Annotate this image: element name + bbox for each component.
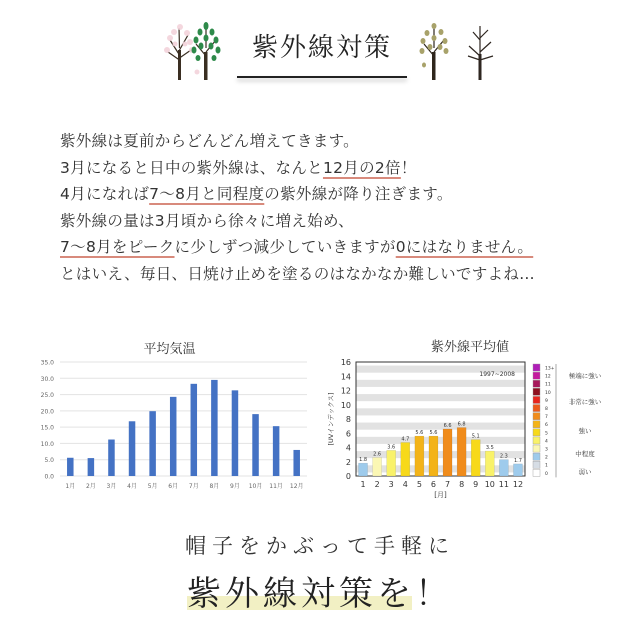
intro-line-2	[60, 155, 620, 182]
legend-level-label: 9	[545, 398, 548, 404]
underlined-emphasis: 12月の2倍	[322, 158, 401, 177]
intro-line-4: 紫外線の量は3月頃から徐々に増え始め、	[60, 211, 354, 230]
intro-text	[60, 128, 620, 287]
legend-swatch	[533, 380, 540, 387]
legend-category-label: 極端に強い	[568, 372, 602, 380]
legend-swatch	[533, 396, 540, 403]
grid-stripe	[356, 394, 525, 401]
legend-category-label: 中程度	[575, 450, 595, 458]
legend-level-label: 8	[545, 407, 548, 412]
intro-text-segment: 3月になると日中の紫外線は、なんと	[60, 158, 323, 177]
temperature-bar	[211, 380, 218, 476]
legend-swatch	[533, 445, 540, 452]
legend-swatch	[533, 469, 540, 476]
temperature-bar	[252, 414, 259, 476]
bar-data-label: 1.7	[513, 457, 522, 464]
x-tick-label: 2月	[85, 483, 96, 490]
page-title-text: 紫外線対策	[251, 33, 392, 63]
y-axis-label: [UVインデックス]	[327, 392, 335, 446]
legend-level-label: 5	[545, 431, 548, 437]
intro-text-segment: の紫外線が降り注ぎます。	[264, 185, 453, 203]
legend-level-label: 12	[545, 374, 551, 380]
legend-swatch	[533, 405, 540, 412]
x-tick-label: 9	[473, 480, 479, 489]
y-tick-label: 10	[340, 400, 351, 410]
x-tick-label: 1月	[65, 483, 76, 490]
legend-level-label: 4	[545, 439, 548, 445]
x-tick-label: 7	[444, 480, 451, 489]
uv-bar	[373, 457, 382, 476]
underlined-emphasis: 0にはなりません。	[395, 238, 534, 256]
grid-stripe	[356, 408, 525, 415]
headline-wrap	[187, 566, 453, 615]
x-tick-label: 11月	[269, 483, 283, 490]
x-tick-label: 3	[388, 480, 394, 489]
y-tick-label: 0	[345, 472, 351, 481]
y-tick-label: 30.0	[40, 375, 54, 383]
uv-bar	[499, 460, 508, 476]
x-tick-label: 5月	[147, 483, 158, 490]
legend-level-label: 0	[545, 471, 548, 477]
uv-bar	[485, 451, 494, 476]
summer-green-tree-icon	[186, 20, 226, 80]
temperature-bar	[108, 440, 115, 476]
uv-bar	[513, 464, 522, 476]
uv-bar	[415, 436, 424, 476]
x-tick-label: 6月	[168, 483, 179, 490]
temperature-bar	[170, 397, 177, 476]
x-tick-label: 8月	[209, 483, 220, 490]
uv-bar	[429, 436, 438, 476]
bar-data-label: 5.6	[429, 430, 438, 437]
page-title	[237, 28, 407, 80]
x-tick-label: 4	[402, 480, 408, 489]
bottom-subtitle: 帽子をかぶって手軽に	[185, 534, 455, 558]
uv-bar	[443, 429, 452, 476]
x-tick-label: 4月	[127, 483, 137, 490]
y-tick-label: 35.0	[40, 359, 54, 367]
x-tick-label: 8	[459, 480, 465, 489]
y-tick-label: 6	[345, 429, 351, 439]
bottom-banner	[0, 530, 640, 615]
legend-category-label: 強い	[578, 427, 592, 435]
uv-bar	[471, 440, 480, 476]
bar-data-label: 5.1	[471, 433, 480, 440]
bar-data-label: 6.8	[457, 421, 466, 428]
bar-data-label: 2.3	[499, 453, 508, 460]
title-underline	[237, 76, 407, 78]
y-tick-label: 16	[340, 358, 351, 367]
y-tick-label: 12	[340, 386, 351, 396]
autumn-leaf-tree-icon	[414, 20, 454, 80]
underlined-emphasis: 7〜8月をピーク	[60, 238, 175, 256]
uv-chart-title: 紫外線平均値	[430, 340, 509, 355]
legend-swatch	[533, 364, 540, 371]
uv-chart-plot	[320, 333, 620, 498]
legend-level-label: 3	[545, 447, 548, 453]
grid-stripe	[356, 423, 525, 430]
temperature-bar	[273, 426, 280, 476]
legend-level-label: 7	[545, 415, 548, 421]
legend-level-label: 2	[545, 455, 548, 461]
period-annotation: 1997~2008	[479, 371, 515, 378]
intro-line-5	[60, 234, 620, 261]
bar-data-label: 2.6	[373, 451, 382, 458]
legend-category-label: 非常に強い	[568, 398, 602, 406]
x-tick-label: 10	[484, 480, 495, 489]
y-tick-label: 4	[345, 443, 351, 453]
uv-bar	[387, 450, 396, 476]
temperature-chart	[27, 335, 312, 500]
intro-text-segment: 4月になれば	[60, 185, 150, 203]
bar-data-label: 6.6	[443, 422, 452, 429]
legend-swatch	[533, 372, 540, 379]
x-tick-label: 10月	[248, 483, 263, 490]
uv-index-chart	[320, 333, 620, 498]
temperature-bar	[67, 458, 74, 476]
bar-data-label: 3.5	[485, 445, 494, 452]
legend-swatch	[533, 421, 540, 428]
intro-line-1: 紫外線は夏前からどんどん増えてきます。	[60, 132, 359, 150]
temperature-bar	[149, 411, 156, 476]
intro-line-3	[60, 181, 620, 208]
x-tick-label: 6	[430, 480, 437, 489]
underlined-emphasis: 7〜8月と同程度	[149, 185, 265, 203]
x-tick-label: 1	[360, 480, 366, 489]
legend-swatch	[533, 437, 540, 444]
legend-level-label: 1	[545, 463, 548, 469]
legend-swatch	[533, 388, 540, 395]
x-tick-label: 2	[374, 480, 380, 489]
legend-level-label: 10	[545, 390, 551, 396]
legend-category-label: 弱い	[578, 468, 592, 476]
intro-line-6: とはいえ、毎日、日焼け止めを塗るのはなかなか難しいですよね…	[60, 264, 535, 283]
intro-text-segment: に少しずつ減少していきますが	[174, 238, 396, 256]
temperature-bar	[129, 421, 136, 476]
header	[0, 0, 640, 105]
uv-bar	[401, 443, 410, 476]
x-tick-label: 12	[512, 480, 524, 489]
temperature-chart-plot	[27, 335, 312, 500]
uv-bar	[457, 428, 466, 476]
temperature-chart-title: 平均気温	[143, 342, 196, 357]
x-tick-label: 5	[416, 480, 422, 489]
legend-swatch	[533, 429, 540, 436]
legend-swatch	[533, 453, 540, 460]
grid-stripe	[356, 437, 525, 444]
bottom-headline: 紫外線対策を！	[187, 574, 453, 614]
x-tick-label: 7月	[188, 483, 199, 490]
bar-data-label: 3.6	[387, 444, 396, 451]
temperature-bar	[88, 458, 95, 476]
temperature-bar	[191, 384, 198, 476]
bar-data-label: 1.8	[359, 457, 368, 464]
bar-data-label: 5.6	[415, 430, 424, 437]
x-tick-label: 11	[498, 480, 509, 489]
x-tick-label: 12月	[289, 483, 304, 490]
intro-text-segment: ！	[400, 158, 417, 177]
grid-stripe	[356, 380, 525, 387]
y-tick-label: 15.0	[40, 424, 54, 432]
temperature-bar	[232, 390, 239, 476]
legend-swatch	[533, 461, 540, 468]
legend-level-label: 11	[545, 382, 551, 388]
x-tick-label: 3月	[106, 483, 117, 490]
legend-level-label: 13+	[545, 366, 555, 372]
bar-data-label: 4.7	[401, 436, 410, 443]
y-tick-label: 2	[345, 457, 351, 467]
uv-bar	[359, 463, 368, 476]
x-axis-label: [月]	[434, 491, 447, 498]
legend-swatch	[533, 413, 540, 420]
x-tick-label: 9月	[230, 483, 240, 490]
y-tick-label: 0.0	[44, 473, 54, 481]
y-tick-label: 5.0	[44, 457, 54, 465]
legend-level-label: 6	[545, 423, 548, 429]
y-tick-label: 8	[345, 415, 351, 424]
winter-bare-tree-icon	[460, 20, 500, 80]
y-tick-label: 14	[340, 372, 351, 382]
y-tick-label: 10.0	[40, 440, 54, 448]
y-tick-label: 25.0	[40, 392, 54, 400]
y-tick-label: 20.0	[40, 408, 54, 416]
temperature-bar	[293, 450, 300, 476]
